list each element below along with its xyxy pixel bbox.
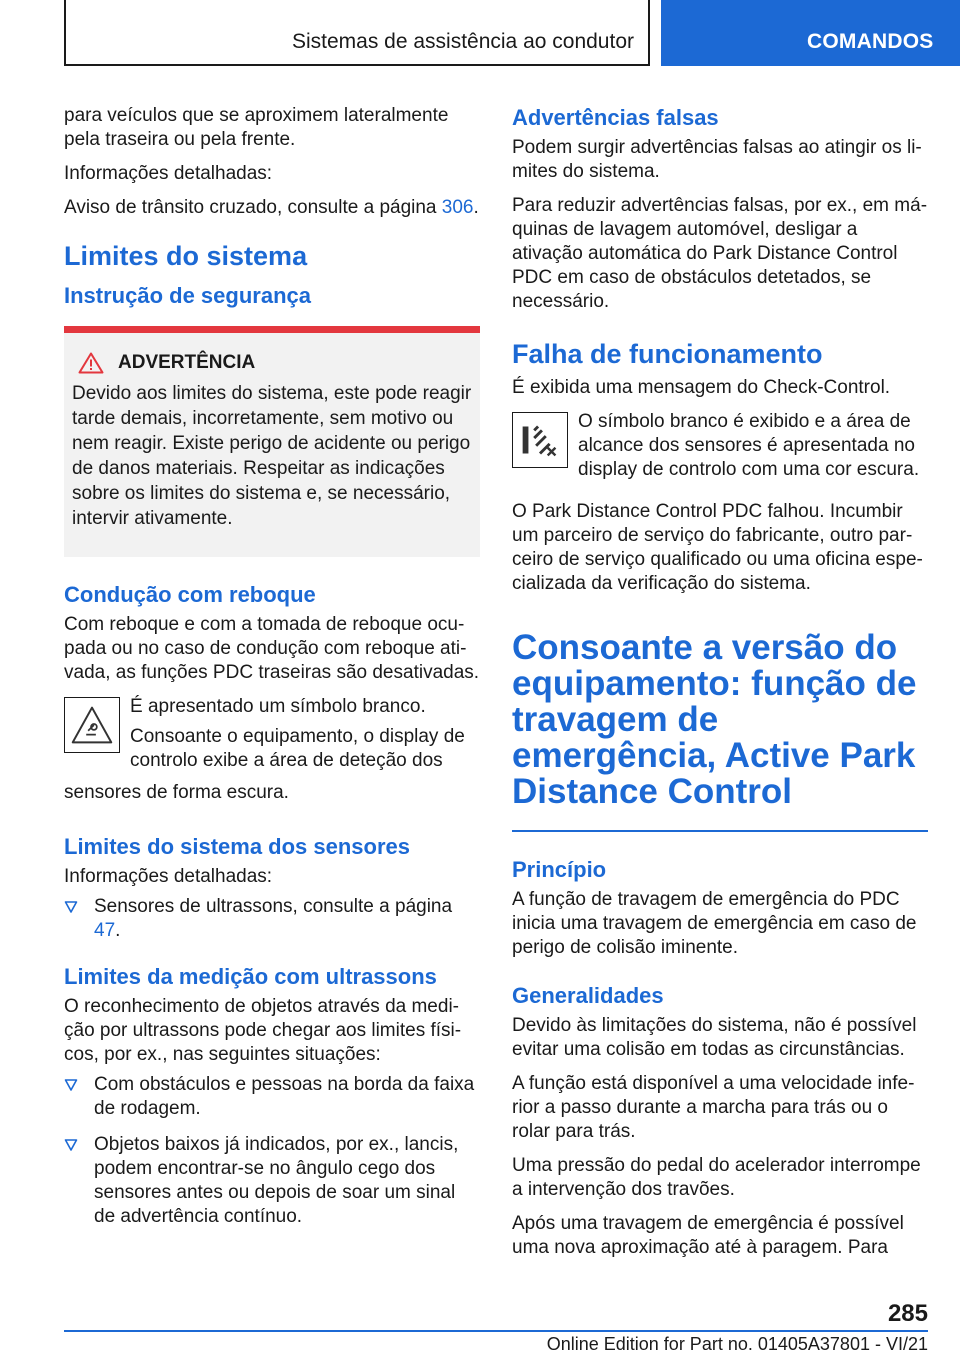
malfunction-paragraph-1: É exibida uma mensagem do Check-Control. — [512, 377, 891, 398]
ultrasonic-paragraph: O reconhecimento de objetos através da medição por ultrassons pode chegar aos limites físicos, por ex., nas seguintes situações: — [64, 996, 462, 1065]
heading-ultrasonic-limits: Limites da medição com ultrassons — [64, 964, 437, 989]
general-paragraph-3: Uma pressão do pedal do acelerador interrompe a intervenção dos travões. — [512, 1155, 921, 1200]
general-paragraph-4: Após uma travagem de emergência é possível uma nova aproximação até à paragem. Para — [512, 1213, 904, 1258]
false-warnings-paragraph-1: Podem surgir advertências falsas ao atingir os limites do sistema. — [512, 137, 922, 182]
edition-footer: Online Edition for Part no. 01405A37801 - VI/21 — [546, 1334, 928, 1354]
warning-text: Devido aos limites do sistema, este pode reagir tarde demais, incorretamente, sem motivo ou nem reagir. Existe perigo de acidente ou perigo de danos materiais. Respeitar as indicações sobre os limites do sistema e, se necessário, intervir ativamente. — [72, 383, 472, 529]
heading-divider — [512, 830, 928, 832]
info-label: Informações detalhadas: — [64, 163, 273, 184]
towing-symbol-block: É apresentado um símbolo branco. Consoante o equipamento, o display de controlo exibe a área de deteção dos — [64, 695, 480, 779]
malfunction-symbol-block: O símbolo branco é exibido e a área de alcance dos sensores é apresentada no display de controlo com uma cor escura. — [512, 410, 928, 488]
heading-principle: Princípio — [512, 857, 607, 882]
heading-system-limits: Limites do sistema — [64, 241, 308, 271]
list-item: Objetos baixos já indicados, por ex., lancis, podem encontrar-se no ângulo cego dos sensores antes ou depois de soar um sinal de advertência contínuo. — [64, 1133, 480, 1229]
heading-false-warnings: Advertências falsas — [512, 105, 719, 130]
page-link-47[interactable]: 47 — [94, 920, 116, 941]
ultrasonic-list — [64, 1073, 480, 1229]
section-title: Sistemas de assistência ao condutor — [291, 30, 634, 53]
general-paragraph-2: A função está disponível a uma velocidade inferior a passo durante a marcha para trás ou o rolar para trás. — [512, 1073, 915, 1142]
warning-block — [64, 326, 480, 557]
triangle-bullet-icon — [64, 1138, 78, 1152]
left-column — [64, 104, 480, 1241]
page-number: 285 — [887, 1300, 928, 1327]
trailer-warning-icon — [64, 697, 120, 753]
general-paragraph-1: Devido às limitações do sistema, não é possível evitar uma colisão em todas as circunstâncias. — [512, 1015, 917, 1060]
list-item: Sensores de ultrassons, consulte a página 47. — [64, 895, 480, 943]
right-column — [512, 104, 928, 1270]
chapter-tab[interactable]: COMANDOS — [661, 0, 960, 66]
heading-sensor-limits: Limites do sistema dos sensores — [64, 834, 411, 859]
cross-traffic-reference: Aviso de trânsito cruzado, consulte a página 306. — [64, 197, 479, 218]
footer-divider — [64, 1330, 928, 1332]
warning-triangle-icon — [78, 352, 104, 374]
warning-title: ADVERTÊNCIA — [78, 351, 472, 375]
warning-box — [64, 333, 480, 557]
sensor-info-label: Informações detalhadas: — [64, 866, 273, 887]
intro-paragraph: para veículos que se aproximem lateralmente pela traseira ou pela frente. — [64, 105, 449, 150]
malfunction-paragraph-2: O Park Distance Control PDC falhou. Incumbir um parceiro de serviço do fabricante, outro parceiro de serviço qualificado ou uma oficina especializada da verificação do sistema. — [512, 501, 923, 594]
page-link-306[interactable]: 306 — [441, 197, 474, 218]
towing-paragraph: Com reboque e com a tomada de reboque ocupada ou no caso de condução com reboque ativada, as funções PDC traseiras são desativadas. — [64, 614, 480, 683]
pdc-failure-icon — [512, 412, 568, 468]
heading-emergency-braking: Consoante a versão do equipamento: função de travagem de emergência, Active Park Distance Control — [512, 628, 917, 811]
triangle-bullet-icon — [64, 900, 78, 914]
sensor-list — [64, 895, 480, 943]
towing-continued: sensores de forma escura. — [64, 782, 289, 803]
heading-general: Generalidades — [512, 983, 664, 1008]
header-frame — [64, 0, 650, 66]
false-warnings-paragraph-2: Para reduzir advertências falsas, por ex., em máquinas de lavagem automóvel, desligar a ativação automática do Park Distance Control PDC em caso de obstáculos detetados, se necessário. — [512, 195, 928, 312]
heading-towing: Condução com reboque — [64, 582, 316, 607]
triangle-bullet-icon — [64, 1078, 78, 1092]
heading-malfunction: Falha de funcionamento — [512, 339, 823, 369]
heading-safety-instruction: Instrução de segurança — [64, 283, 311, 308]
principle-paragraph: A função de travagem de emergência do PDC inicia uma travagem de emergência em caso de perigo de colisão iminente. — [512, 889, 917, 958]
warning-bar — [64, 326, 480, 333]
list-item: Com obstáculos e pessoas na borda da faixa de rodagem. — [64, 1073, 480, 1121]
